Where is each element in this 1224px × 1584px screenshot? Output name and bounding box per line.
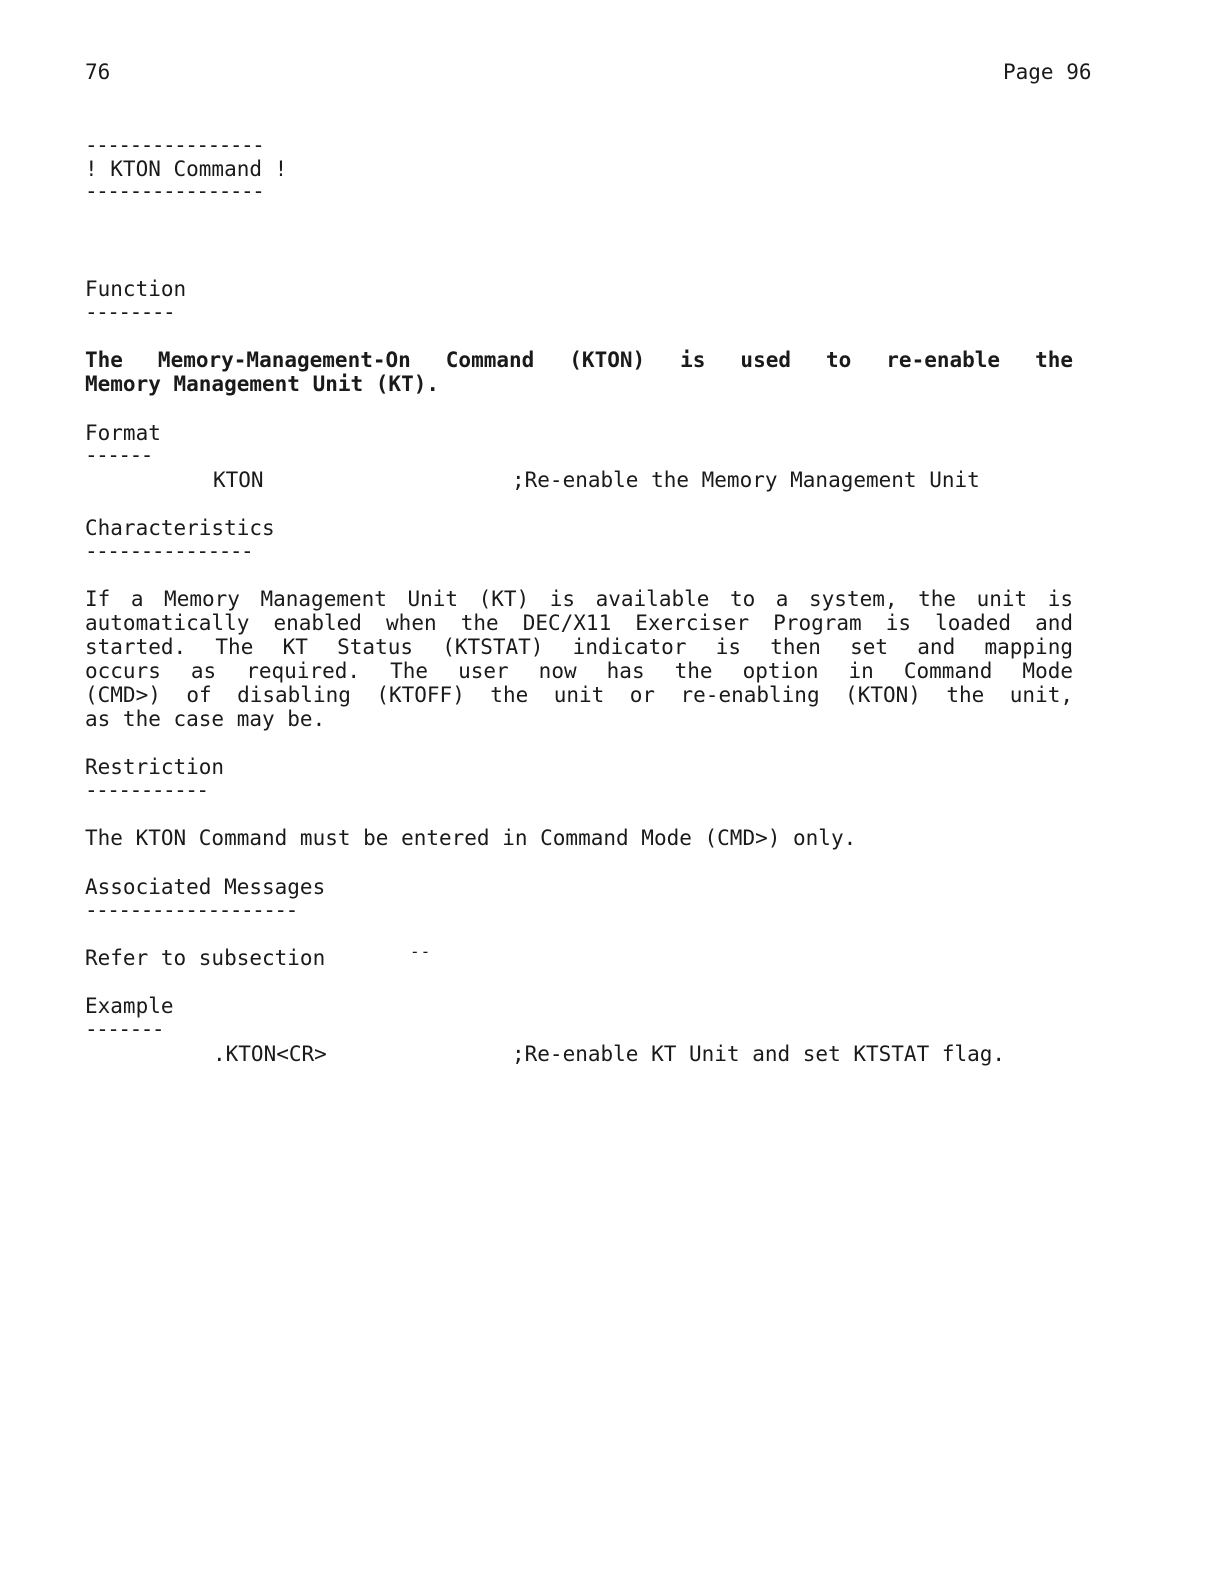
example-underline: -------	[85, 1017, 164, 1041]
function-paragraph	[85, 348, 1073, 396]
example-command: .KTON<CR>	[213, 1042, 327, 1066]
function-heading: Function	[85, 277, 187, 301]
format-command: KTON	[213, 468, 264, 492]
subsection-reference: --	[410, 942, 432, 961]
characteristics-paragraph	[85, 587, 1073, 731]
format-underline: ------	[85, 443, 152, 467]
restriction-heading: Restriction	[85, 755, 225, 779]
function-line-1: The Memory-Management-On Command (KTON) is used to re-enable the	[85, 348, 1073, 372]
format-comment: ;Re-enable the Memory Management Unit	[512, 468, 980, 492]
title-box-bottom-rule: ----------------	[85, 179, 264, 203]
section-title: ! KTON Command !	[85, 157, 288, 181]
characteristics-underline: ---------------	[85, 539, 253, 563]
characteristics-line-1: If a Memory Management Unit (KT) is available to a system, the unit is	[85, 587, 1073, 611]
characteristics-line-5: (CMD>) of disabling (KTOFF) the unit or re-enabling (KTON) the unit,	[85, 683, 1073, 707]
restriction-text: The KTON Command must be entered in Command Mode (CMD>) only.	[85, 826, 857, 850]
example-heading: Example	[85, 994, 174, 1018]
example-comment: ;Re-enable KT Unit and set KTSTAT flag.	[512, 1042, 1006, 1066]
characteristics-line-4: occurs as required. The user now has the option in Command Mode	[85, 659, 1073, 683]
characteristics-line-2: automatically enabled when the DEC/X11 Exerciser Program is loaded and	[85, 611, 1073, 635]
restriction-underline: -----------	[85, 778, 208, 802]
page-number-left: 76	[85, 60, 111, 84]
format-heading: Format	[85, 421, 161, 445]
associated-messages-heading: Associated Messages	[85, 875, 326, 899]
characteristics-line-3: started. The KT Status (KTSTAT) indicator is then set and mapping	[85, 635, 1073, 659]
associated-messages-underline: -------------------	[85, 898, 297, 922]
function-underline: --------	[85, 300, 175, 324]
page-number-right: Page 96	[1003, 60, 1092, 84]
function-line-2: Memory Management Unit (KT).	[85, 372, 440, 396]
characteristics-line-6: as the case may be.	[85, 707, 326, 731]
title-box-top-rule: ----------------	[85, 133, 264, 157]
associated-messages-text: Refer to subsection	[85, 946, 326, 970]
characteristics-heading: Characteristics	[85, 516, 275, 540]
